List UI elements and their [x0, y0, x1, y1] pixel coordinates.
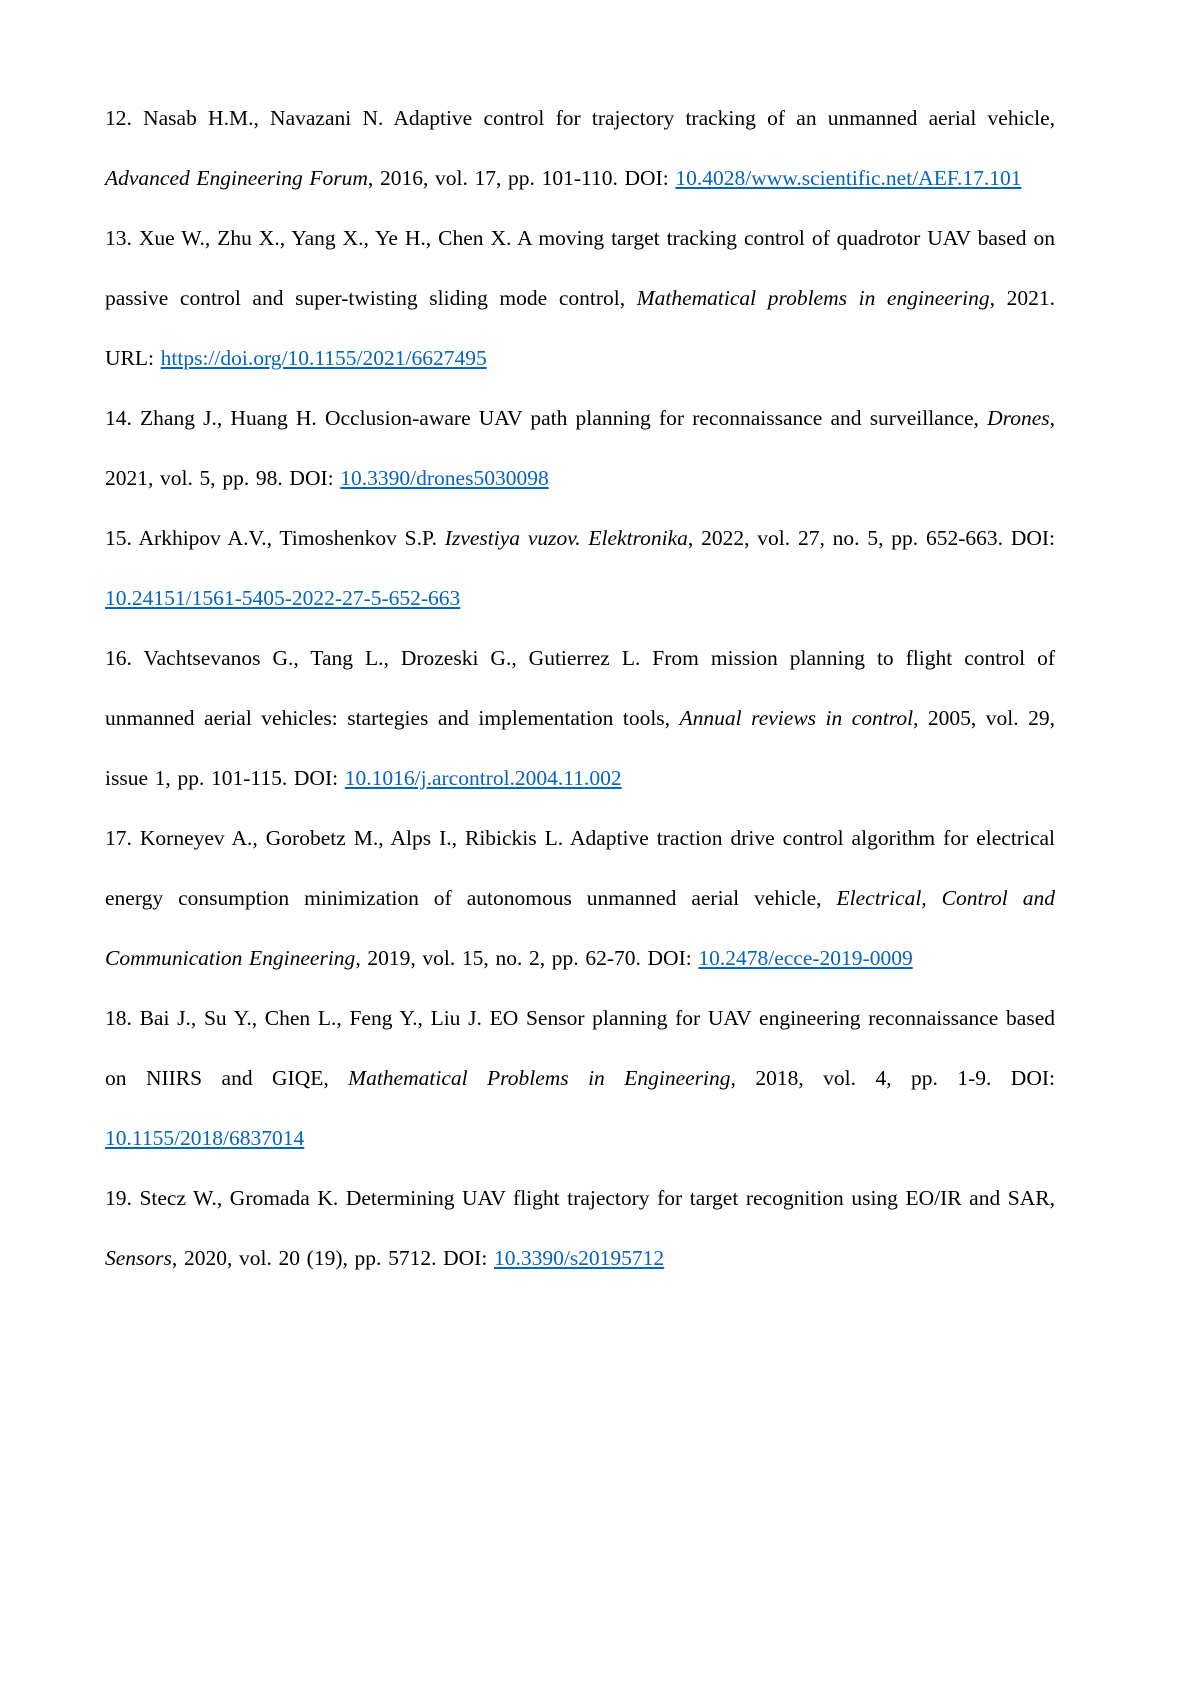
reference-item — [105, 808, 1055, 988]
journal-title: Drones — [987, 406, 1050, 430]
doi-link[interactable]: 10.3390/s20195712 — [493, 1246, 665, 1270]
reference-item — [105, 628, 1055, 808]
reference-text: 17. Korneyev A., Gorobetz M., Alps I., Ribickis L. Adaptive traction drive control algorithm for electrical energy consumption minimization of autonomous unmanned aerial vehicle, — [105, 826, 1055, 910]
doi-link[interactable]: 10.1016/j.arcontrol.2004.11.002 — [344, 766, 622, 790]
reference-item — [105, 388, 1055, 508]
doi-link[interactable]: https://doi.org/10.1155/2021/6627495 — [160, 346, 487, 370]
doi-link[interactable]: 10.3390/drones5030098 — [340, 466, 549, 490]
journal-title: Mathematical problems in engineering — [636, 286, 990, 310]
doi-link[interactable]: 10.2478/ecce-2019-0009 — [698, 946, 913, 970]
reference-item — [105, 208, 1055, 388]
reference-text: , 2020, vol. 20 (19), pp. 5712. DOI: — [171, 1246, 494, 1270]
journal-title: Advanced Engineering Forum — [105, 166, 368, 190]
reference-text: , 2019, vol. 15, no. 2, pp. 62-70. DOI: — [355, 946, 699, 970]
doi-link[interactable]: 10.1155/2018/6837014 — [105, 1126, 305, 1150]
reference-text: , 2016, vol. 17, pp. 101-110. DOI: — [367, 166, 676, 190]
doi-link[interactable]: 10.24151/1561-5405-2022-27-5-652-663 — [105, 586, 461, 610]
reference-item — [105, 1168, 1055, 1288]
reference-text: , 2021, vol. 5, pp. 98. DOI: — [105, 406, 1055, 490]
reference-text: 16. Vachtsevanos G., Tang L., Drozeski G., Gutierrez L. From mission planning to flight control of unmanned aerial vehicles: startegies and implementation tools, — [105, 646, 1055, 730]
references-list — [105, 88, 1055, 1288]
journal-title: Sensors — [105, 1246, 172, 1270]
reference-text: 18. Bai J., Su Y., Chen L., Feng Y., Liu J. EO Sensor planning for UAV engineering reconnaissance based on NIIRS and GIQE, — [105, 1006, 1055, 1090]
doi-link[interactable]: 10.4028/www.scientific.net/AEF.17.101 — [675, 166, 1022, 190]
journal-title: Annual reviews in control, — [679, 706, 919, 730]
reference-text: 13. Xue W., Zhu X., Yang X., Ye H., Chen X. A moving target tracking control of quadrotor UAV based on passive control and super-twisting sliding mode control, — [105, 226, 1055, 310]
reference-item — [105, 988, 1055, 1168]
reference-item — [105, 88, 1055, 208]
journal-title: Mathematical Problems in Engineering — [348, 1066, 731, 1090]
reference-item — [105, 508, 1055, 628]
reference-text: , 2018, vol. 4, pp. 1-9. DOI: — [730, 1066, 1055, 1090]
journal-title: Izvestiya vuzov. Elektronika — [444, 526, 688, 550]
reference-text: , 2022, vol. 27, no. 5, pp. 652-663. DOI: — [687, 526, 1056, 550]
reference-text: 12. Nasab H.M., Navazani N. Adaptive control for trajectory tracking of an unmanned aerial vehicle, — [105, 106, 1055, 130]
reference-text: 15. Arkhipov A.V., Timoshenkov S.P. — [105, 526, 445, 550]
reference-text: , 2021. URL: — [105, 286, 1055, 370]
reference-text: 19. Stecz W., Gromada K. Determining UAV flight trajectory for target recognition using EO/IR and SAR, — [105, 1186, 1055, 1210]
reference-text: 2005, vol. 29, issue 1, pp. 101-115. DOI: — [105, 706, 1056, 790]
reference-text: 14. Zhang J., Huang H. Occlusion-aware UAV path planning for reconnaissance and surveillance, — [105, 406, 988, 430]
journal-title: Electrical, Control and Communication Engineering — [105, 886, 1055, 970]
